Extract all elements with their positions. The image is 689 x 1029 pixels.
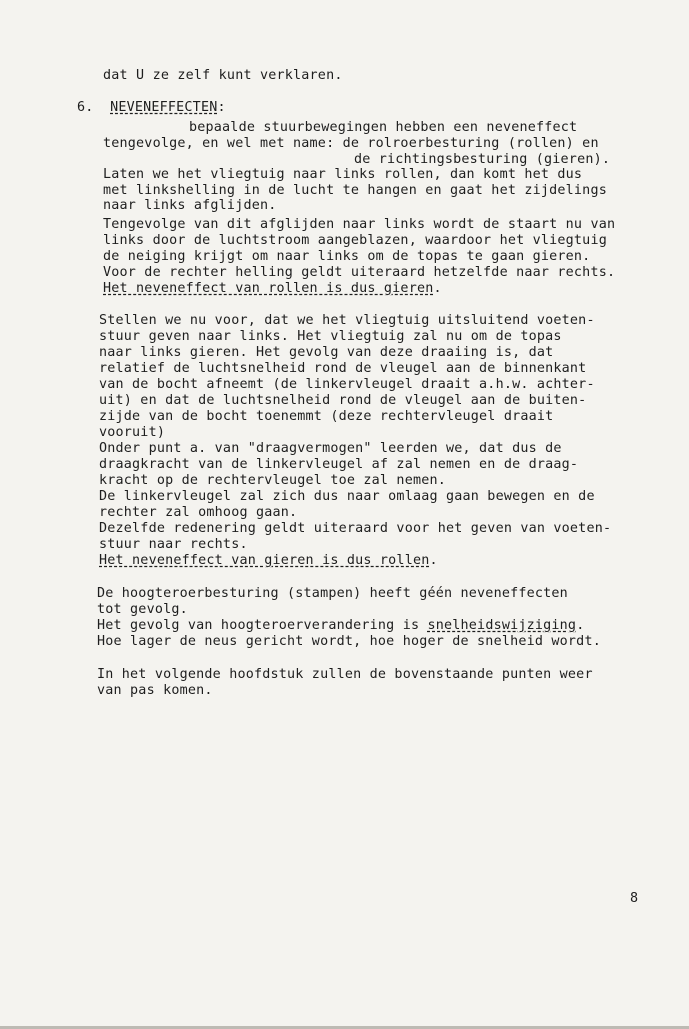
conclusion-rollen-text: Het neveneffect van rollen is dus gieren xyxy=(103,281,434,296)
paragraph-line: tot gevolg. xyxy=(97,602,188,617)
paragraph-line: stuur naar rechts. xyxy=(99,537,248,552)
paragraph-line: bepaalde stuurbewegingen hebben een neveneffect xyxy=(189,120,578,135)
paragraph-line: relatief de luchtsnelheid rond de vleugel aan de binnenkant xyxy=(99,361,587,376)
conclusion-gieren: Het neveneffect van gieren is dus rollen. xyxy=(99,553,438,568)
underlined-term: snelheidswijziging xyxy=(427,618,577,633)
section-number: 6. xyxy=(77,100,94,115)
paragraph-line: van pas komen. xyxy=(97,683,213,698)
paragraph-line: de richtingsbesturing (gieren). xyxy=(354,152,611,167)
paragraph-line: van de bocht afneemt (de linkervleugel draait a.h.w. achter- xyxy=(99,377,595,392)
section-title: NEVENEFFECTEN xyxy=(110,100,218,115)
paragraph-line: stuur geven naar links. Het vliegtuig zal nu om de topas xyxy=(99,329,562,344)
paragraph-line: naar links gieren. Het gevolg van deze draaiing is, dat xyxy=(99,345,554,360)
paragraph-line: rechter zal omhoog gaan. xyxy=(99,505,298,520)
paragraph-line: Laten we het vliegtuig naar links rollen, dan komt het dus xyxy=(103,167,583,182)
section-heading xyxy=(77,100,226,116)
paragraph-line: In het volgende hoofdstuk zullen de bovenstaande punten weer xyxy=(97,667,593,682)
conclusion-gieren-text: Het neveneffect van gieren is dus rollen xyxy=(99,553,430,568)
paragraph-line: uit) en dat de luchtsnelheid rond de vleugel aan de buiten- xyxy=(99,393,587,408)
paragraph-line: Stellen we nu voor, dat we het vliegtuig uitsluitend voeten- xyxy=(99,313,595,328)
paragraph-line: Dezelfde redenering geldt uiteraard voor het geven van voeten- xyxy=(99,521,612,536)
paragraph-line: Tengevolge van dit afglijden naar links wordt de staart nu van xyxy=(103,217,616,232)
paragraph-line: Onder punt a. van "draagvermogen" leerden we, dat dus de xyxy=(99,441,562,456)
paragraph-line: zijde van de bocht toenemmt (deze rechtervleugel draait xyxy=(99,409,554,424)
conclusion-rollen: Het neveneffect van rollen is dus gieren. xyxy=(103,281,442,296)
paragraph-line: De linkervleugel zal zich dus naar omlaag gaan bewegen en de xyxy=(99,489,595,504)
intro-line: dat U ze zelf kunt verklaren. xyxy=(103,68,343,83)
paragraph-line: naar links afglijden. xyxy=(103,198,277,213)
page-number: 8 xyxy=(630,891,639,906)
paragraph-line: kracht op de rechtervleugel toe zal nemen. xyxy=(99,473,446,488)
paragraph-line: links door de luchtstroom aangeblazen, waardoor het vliegtuig xyxy=(103,233,607,248)
paragraph-line: Het gevolg van hoogteroerverandering is snelheidswijziging. xyxy=(97,618,585,633)
paragraph-line: Hoe lager de neus gericht wordt, hoe hoger de snelheid wordt. xyxy=(97,634,601,649)
paragraph-line: met linkshelling in de lucht te hangen en gaat het zijdelings xyxy=(103,183,607,198)
section-colon: : xyxy=(217,100,226,115)
paragraph-line: vooruit) xyxy=(99,425,166,440)
paragraph-line: De hoogteroerbesturing (stampen) heeft géén neveneffecten xyxy=(97,586,568,601)
paragraph-line: Voor de rechter helling geldt uiteraard hetzelfde naar rechts. xyxy=(103,265,616,280)
paragraph-line: de neiging krijgt om naar links om de topas te gaan gieren. xyxy=(103,249,591,264)
paragraph-line: tengevolge, en wel met name: de rolroerbesturing (rollen) en xyxy=(103,136,599,151)
paragraph-line: draagkracht van de linkervleugel af zal nemen en de draag- xyxy=(99,457,579,472)
